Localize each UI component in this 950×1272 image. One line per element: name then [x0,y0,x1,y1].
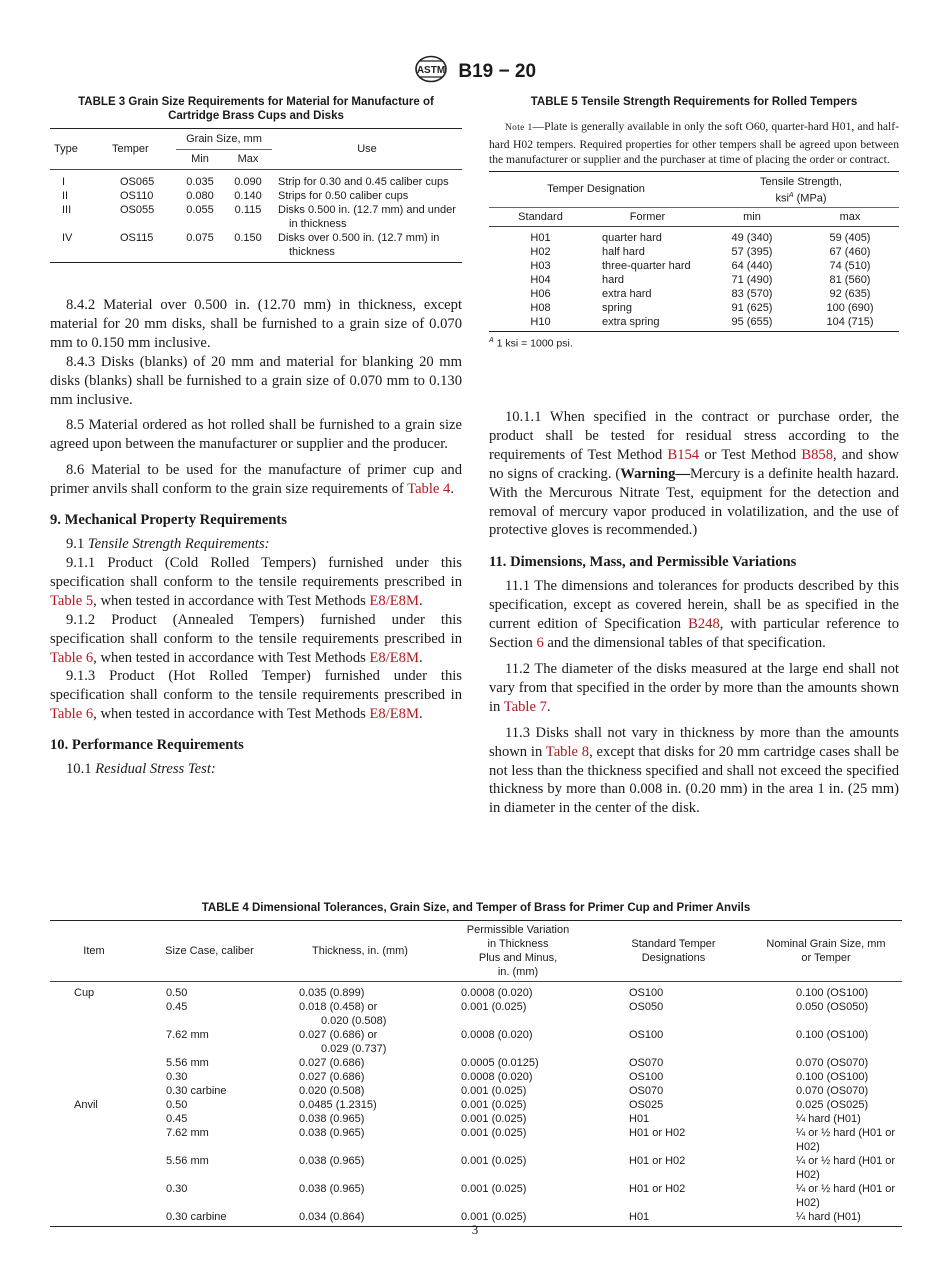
table-cell: 0.034 (0.864) [281,1210,439,1227]
table-cell: 0.100 (OS100) [796,1071,869,1083]
e8-link[interactable]: E8/E8M [369,649,419,666]
para-8-4-3: 8.4.3 Disks (blanks) of 20 mm and material for blanking 20 mm disks (blanks) shall be furnished to a grain size of 0.070 mm to 0.130 mm inclusive. [50,353,462,408]
table-cell: quarter hard [602,232,662,245]
table-row [489,259,899,273]
table3-body [50,170,462,263]
table-cell: 0.150 [224,231,272,263]
table-cell: 0.001 (0.025) [461,1113,527,1125]
table-cell: three-quarter hard [602,260,691,273]
section-10-heading: 10. Performance Requirements [50,737,244,754]
table-cell: Anvil [74,1099,98,1111]
table-cell: 74 (510) [829,260,871,273]
table-cell: H01 [629,1113,650,1125]
para-9-1-1: 9.1.1 Product (Cold Rolled Tempers) furnished under this specification shall conform to the tensile requirements prescribed in Table 5, when tested in accordance with Test Methods E8/E8M. [50,554,462,609]
table-cell: 0.018 (0.458) or 0.020 (0.508) [299,1001,387,1027]
para-9-1-2: 9.1.2 Product (Annealed Tempers) furnished under this specification shall conform to the tensile requirements prescribed in Table 6, when tested in accordance with Test Methods E8/E8M. [50,611,462,666]
table-cell: ¼ hard (H01) [796,1113,861,1125]
table-row [50,1056,902,1070]
table-cell: 57 (395) [731,246,773,259]
table-cell: OS065 [120,176,155,188]
table5-body [489,227,899,332]
table5-block [489,95,899,350]
table-cell [50,1056,138,1070]
para-8-6: 8.6 Material to be used for the manufacture of primer cup and primer anvils shall conform to the grain size requirements of Table 4. [50,462,462,498]
table-cell: 0.100 (OS100) [796,1029,869,1041]
table5-caption: TABLE 5 Tensile Strength Requirements for Rolled Tempers [530,96,858,108]
table-row [50,231,462,263]
table-cell: 0.0008 (0.020) [461,1071,533,1083]
table-cell: 7.62 mm [166,1127,209,1139]
table-cell: II [62,190,69,202]
table-header-row: Temper Designation Tensile Strength, ksi$^A$ (MPa) [489,171,899,208]
left-column [50,296,462,779]
table-cell: H06 [530,288,551,301]
e8-link[interactable]: E8/E8M [369,592,419,609]
b154-link[interactable]: B154 [667,446,700,463]
table-cell: OS115 [108,231,176,263]
table-cell: 0.50 [166,1099,188,1111]
table-row [50,189,462,203]
table-cell: 0.070 (OS070) [796,1085,869,1097]
table-header-row: Item Size Case, caliber Thickness, in. (mm) Permissible Variation in Thickness Plus and Minus, in. (mm) Standard Temper Designations Nominal Grain Size, mm or Temper [50,921,902,982]
table-cell: 0.050 (OS050) [796,1001,869,1013]
table-cell: ¼ or ½ hard (H01 or H02) [796,1183,896,1209]
para-10-1-1: 10.1.1 When specified in the contract or purchase order, the product shall be tested for residual stress according to the requirements of Test Method B154 or Test Method B858, and show no signs of cracking. (Warning—Mercury is a definite health hazard. With the Mercurous Nitrate Test, equipment for the detection and removal of mercury vapor produced in volatilization, and the use of protective gloves is recommended.) [489,409,899,539]
table-cell: 59 (405) [829,232,871,245]
table-cell: 0.025 (OS025) [796,1099,869,1111]
table-cell [50,1000,138,1028]
table-cell: 0.080 [186,190,214,202]
para-11-2: 11.2 The diameter of the disks measured at the large end shall not vary from that specified in the order by more than the amounts shown in Table 7. [489,660,899,715]
table-cell: ¼ or ½ hard (H01 or H02) [796,1127,896,1153]
table-cell: Disks 0.500 in. (12.7 mm) and under in thickness [278,204,456,230]
table-cell: III [62,204,72,216]
table-cell: Disks over 0.500 in. (12.7 mm) in thickness [272,231,462,263]
table-cell: hard [602,274,625,287]
table-cell: 0.0008 (0.020) [461,1029,533,1041]
table-cell: H03 [530,260,551,273]
table-cell: 0.30 carbine [138,1210,281,1227]
table-cell: 0.45 [166,1113,188,1125]
table-cell: OS070 [629,1057,664,1069]
table-row [50,1182,902,1210]
table-cell: 100 (690) [826,302,874,315]
table5 [489,171,899,333]
table-cell [50,1154,138,1182]
table-cell: H08 [530,302,551,315]
table-cell: 0.090 [234,176,262,188]
table-cell: IV [50,231,108,263]
table-cell: H10 [489,315,592,332]
table-row [489,301,899,315]
para-9-1: 9.1 Tensile Strength Requirements: [66,536,270,553]
table-row [489,287,899,301]
table-row [50,1098,902,1112]
table-cell: 91 (625) [731,302,773,315]
table-cell [50,1070,138,1084]
table-cell: 0.027 (0.686) [299,1071,365,1083]
table-cell: 0.027 (0.686) or 0.029 (0.737) [299,1029,387,1055]
table8-link[interactable]: Table 8 [545,743,590,760]
table-row [489,245,899,259]
table-cell: I [62,176,66,188]
table5-link[interactable]: Table 5 [50,592,94,609]
table-cell: 71 (490) [731,274,773,287]
para-10-1: 10.1 Residual Stress Test: [66,761,216,778]
table-cell: 0.100 (OS100) [796,987,869,999]
table-cell: extra spring [592,315,703,332]
table4-body [50,982,902,1227]
table-cell [50,1182,138,1210]
table5-footnote: $^A$ 1 ksi = 1000 psi. [489,337,573,350]
table-cell: 0.0485 (1.2315) [299,1099,377,1111]
e8-link[interactable]: E8/E8M [369,706,419,723]
table-cell: H01 [530,232,551,245]
table-cell: 5.56 mm [166,1057,209,1069]
table-cell: 0.020 (0.508) [299,1085,365,1097]
table-cell: 92 (635) [829,288,871,301]
astm-logo-icon [414,55,448,88]
table-cell: 64 (440) [731,260,773,273]
table-cell: 0.140 [234,190,262,202]
b858-link[interactable]: B858 [801,446,833,463]
table-cell: 0.50 [166,987,188,999]
section6-link[interactable]: 6 [536,635,544,652]
table-cell: 7.62 mm [166,1029,209,1041]
table-row [50,203,462,231]
table-cell: H01 or H02 [629,1127,686,1139]
para-11-1: 11.1 The dimensions and tolerances for products described by this specification, except as covered herein, shall be as specified in the current edition of Specification B248, with particular reference to Section 6 and the dimensional tables of that specification. [489,578,899,652]
table4-block [50,901,902,1227]
right-column [489,408,899,818]
table-cell [50,1126,138,1154]
table-cell: Strips for 0.50 caliber cups [278,190,409,202]
table-row [50,1070,902,1084]
table-row [489,315,899,332]
table-cell [50,1084,138,1098]
table-cell: 0.001 (0.025) [439,1210,597,1227]
table-cell: 0.0005 (0.0125) [461,1057,539,1069]
table-row [489,273,899,287]
table-cell: H02 [530,246,551,259]
table-row [50,1126,902,1154]
table-cell: OS070 [629,1085,664,1097]
table3-caption: TABLE 3 Grain Size Requirements for Material for Manufacture of Cartridge Brass Cups and Disks [78,96,434,122]
table-row [50,1028,902,1056]
table-cell: OS050 [629,1001,664,1013]
section-9-heading: 9. Mechanical Property Requirements [50,512,287,529]
table-cell: OS100 [629,987,664,999]
table-cell [50,1028,138,1056]
table-cell: OS025 [629,1099,664,1111]
table-cell: 0.30 [166,1071,188,1083]
table4 [50,920,902,1227]
table-cell: extra hard [602,288,652,301]
table-cell: 49 (340) [731,232,773,245]
svg-text:ASTM: ASTM [416,65,446,76]
table-header-row: Standard Former min max [489,208,899,227]
para-11-3: 11.3 Disks shall not vary in thickness by more than the amounts shown in Table 8, except that disks for 20 mm cartridge cases shall be not less than the thickness specified and shall not exceed the specified thickness by more than 0.008 in. (0.20 mm) in the area 1 in. (25 mm) in diameter in the center of the disk. [489,724,899,817]
table-cell: OS100 [629,1071,664,1083]
table-row [50,982,902,1001]
table-cell: Cup [74,987,95,999]
table-cell: 0.001 (0.025) [461,1127,527,1139]
table6-link[interactable]: Table 6 [50,649,94,666]
table-cell: 0.001 (0.025) [461,1099,527,1111]
table-cell: 0.001 (0.025) [461,1085,527,1097]
table-cell: 83 (570) [731,288,773,301]
table-cell: 0.001 (0.025) [461,1001,527,1013]
section-11-heading: 11. Dimensions, Mass, and Permissible Variations [489,554,797,571]
table-cell: 0.055 [186,204,214,216]
table-header-row: Type Temper Grain Size, mm Use [50,129,462,150]
table-cell: OS100 [629,1029,664,1041]
para-8-5: 8.5 Material ordered as hot rolled shall be furnished to a grain size agreed upon between the manufacturer or supplier and the producer. [50,417,462,453]
table-row [50,1112,902,1126]
table6-link[interactable]: Table 6 [50,706,94,723]
table-cell: 0.038 (0.965) [299,1155,365,1167]
table-cell: 0.45 [166,1001,188,1013]
table-cell: 0.027 (0.686) [299,1057,365,1069]
table-cell: OS110 [120,190,154,202]
table-cell: 0.30 carbine [166,1085,227,1097]
para-8-4-2: 8.4.2 Material over 0.500 in. (12.70 mm) in thickness, except material for 20 mm disks, shall be furnished to a grain size of 0.070 mm to 0.150 mm inclusive. [50,297,462,351]
table-cell: 0.115 [234,204,262,216]
table3 [50,128,462,263]
table-cell: 81 (560) [829,274,871,287]
table-cell: 0.038 (0.965) [299,1127,365,1139]
table-header-row: Min Max [50,150,462,170]
para-9-1-3: 9.1.3 Product (Hot Rolled Temper) furnished under this specification shall conform to the tensile requirements prescribed in Table 6, when tested in accordance with Test Methods E8/E8M. [50,668,462,723]
table-cell: ¼ or ½ hard (H01 or H02) [796,1155,896,1181]
table-cell: half hard [602,246,645,259]
table-row [489,227,899,246]
table-cell: 0.035 [186,176,214,188]
document-designation: B19 − 20 [458,60,537,82]
table-cell: 0.075 [176,231,224,263]
table-cell: 0.30 [166,1183,188,1195]
table-cell [50,1112,138,1126]
table-cell: 0.001 (0.025) [461,1183,527,1195]
page-number: 3 [471,1222,479,1237]
table-cell: ¼ hard (H01) [750,1210,902,1227]
table-cell: H04 [530,274,551,287]
table7-link[interactable]: Table 7 [503,698,547,715]
table-cell: 0.035 (0.899) [299,987,365,999]
table3-block [50,95,462,263]
table-cell: Strip for 0.30 and 0.45 caliber cups [278,176,449,188]
table-cell: OS055 [120,204,155,216]
page-header [0,55,950,88]
b248-link[interactable]: B248 [688,616,720,633]
table-cell: 0.038 (0.965) [299,1183,365,1195]
table-cell: H01 [597,1210,750,1227]
table-row [50,1084,902,1098]
table-cell: H01 or H02 [629,1183,686,1195]
table-cell: 104 (715) [801,315,899,332]
table4-caption: TABLE 4 Dimensional Tolerances, Grain Size, and Temper of Brass for Primer Cup and Primer Anvils [201,902,751,914]
table-cell: spring [602,302,632,315]
table-row [50,1000,902,1028]
table-cell: 67 (460) [829,246,871,259]
table-row [50,170,462,190]
table4-link[interactable]: Table 4 [407,481,451,498]
table-cell: 0.001 (0.025) [461,1155,527,1167]
table-cell: 0.070 (OS070) [796,1057,869,1069]
table-cell: 95 (655) [703,315,801,332]
table-row [50,1154,902,1182]
table-cell: 0.038 (0.965) [299,1113,365,1125]
table-cell: 5.56 mm [166,1155,209,1167]
table-cell: H01 or H02 [629,1155,686,1167]
table-cell: 0.0008 (0.020) [461,987,533,999]
table5-note: Note 1—Plate is generally available in only the soft O60, quarter-hard H01, and half-hard H02 tempers. Required properties for other tempers shall be agreed upon between the manufacturer or supplier and the purchaser at time of placing the order or contract. [489,120,899,166]
